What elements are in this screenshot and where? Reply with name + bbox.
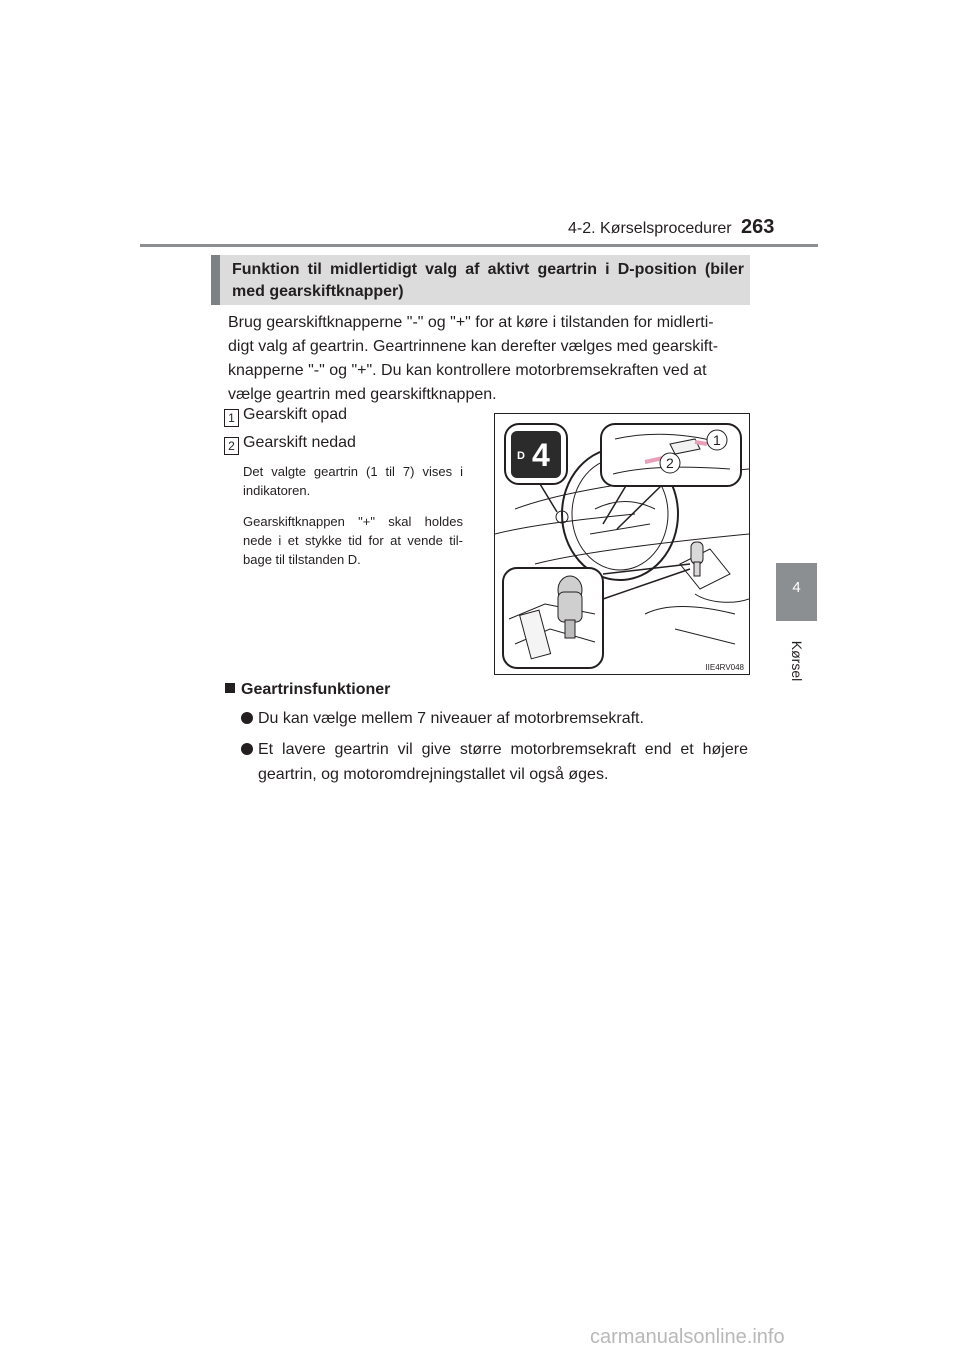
intro-line: knapperne "-" og "+". Du kan kontrollere motorbremsekraften ved at	[228, 362, 707, 379]
bullet-item	[241, 706, 748, 731]
item-number-box: 1	[224, 409, 239, 427]
item-label: Gearskift opad	[243, 406, 348, 423]
note-paragraph: Det valgte geartrin (1 til 7) vises i indikatoren.	[243, 464, 463, 498]
intro-paragraph	[228, 311, 748, 407]
bullet-dot-icon	[241, 712, 253, 724]
section-heading-box	[211, 255, 750, 305]
intro-line: digt valg af geartrin. Geartrinnene kan derefter vælges med gearskift-	[228, 338, 719, 355]
display-letter: D	[517, 450, 525, 462]
chapter-tab-number: 4	[792, 579, 801, 596]
upshift-paddle-arrow	[695, 442, 707, 444]
watermark: carmanualsonline.info	[590, 1326, 785, 1348]
section-heading: Funktion til midlertidigt valg af aktivt geartrin i D-position (biler med gearskiftknapper)	[232, 261, 744, 300]
page-number: 263	[741, 216, 775, 238]
chapter-tab-label: Kørsel	[789, 640, 805, 682]
display-digit: 4	[532, 437, 550, 473]
bullet-item	[241, 737, 748, 787]
header-rule	[140, 244, 818, 247]
callout-1-label: 1	[713, 432, 721, 448]
intro-line: vælge geartrin med gearskiftknappen.	[228, 386, 497, 403]
illustration-drawing	[495, 414, 749, 674]
item-number-box: 2	[224, 437, 239, 455]
item-label: Gearskift nedad	[243, 434, 356, 451]
subsection-title	[225, 681, 390, 699]
intro-line: Brug gearskiftknapperne "-" og "+" for at køre i tilstanden for midlerti-	[228, 314, 714, 331]
section-label: 4-2. Kørselsprocedurer	[568, 220, 732, 237]
paddle-shift-detail	[601, 424, 741, 529]
bullet-dot-icon	[241, 743, 253, 755]
gearshift-illustration	[494, 413, 750, 675]
figure-code: IIE4RV048	[705, 663, 744, 672]
callout-2-label: 2	[666, 455, 674, 471]
bullet-text: Du kan vælge mellem 7 niveauer af motorbremsekraft.	[258, 710, 644, 727]
gear-indicator-display	[505, 424, 567, 512]
note-paragraph: Gearskiftknappen "+" skal holdes nede i et stykke tid for at vende til-bage til tilstanden D.	[243, 514, 463, 567]
shift-knob-detail	[503, 564, 690, 668]
square-bullet-icon	[225, 683, 235, 693]
shift-lever-icon	[691, 542, 703, 576]
subsection-title-text: Geartrinsfunktioner	[241, 681, 391, 698]
chapter-tab	[776, 563, 817, 621]
bullet-text: Et lavere geartrin vil give større motorbremsekraft end et højere geartrin, og motoromdrejningstallet vil også øges.	[258, 741, 748, 783]
